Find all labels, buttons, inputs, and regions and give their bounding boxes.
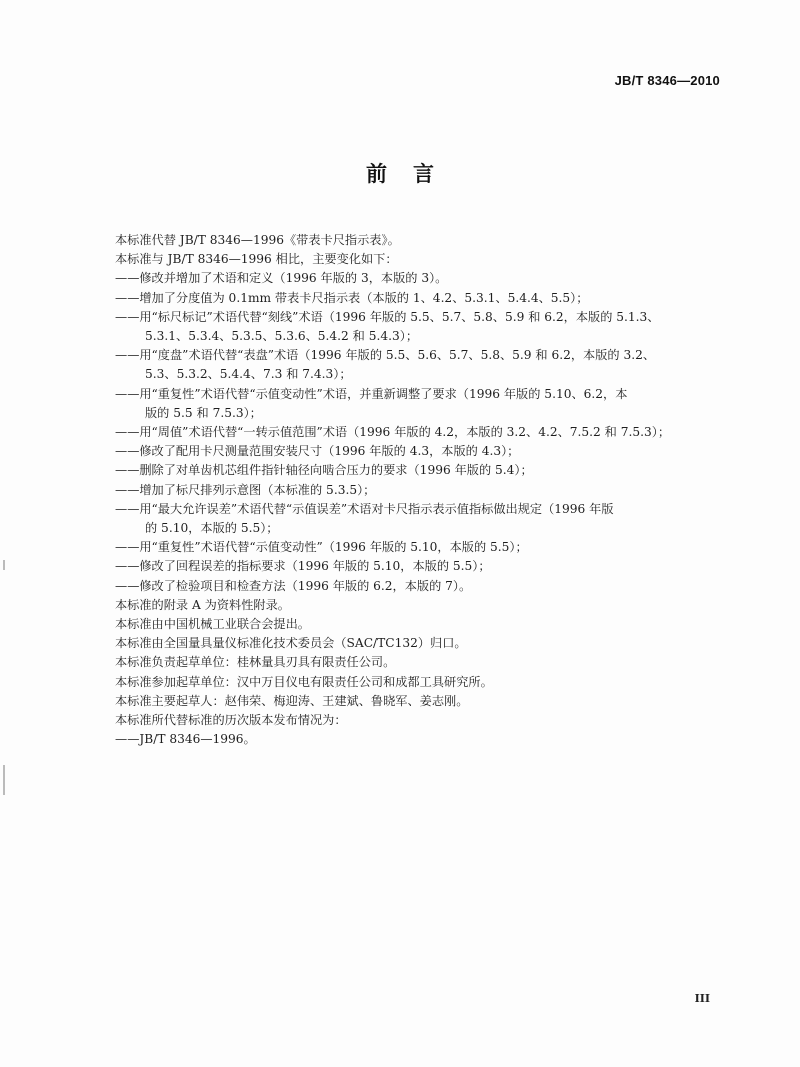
foreword-line: ——修改了检验项目和检查方法（1996 年版的 6.2，本版的 7）。 — [115, 578, 472, 593]
foreword-line: 本标准参加起草单位：汉中万目仪电有限责任公司和成都工具研究所。 — [115, 674, 493, 689]
foreword-line: 本标准所代替标准的历次版本发布情况为： — [115, 713, 347, 728]
foreword-line: 本标准由全国量具量仪标准化技术委员会（SAC/TC132）归口。 — [115, 636, 467, 651]
foreword-line: ——JB/T 8346—1996。 — [115, 732, 256, 747]
page-number: III — [694, 992, 710, 1005]
foreword-line: 本标准由中国机械工业联合会提出。 — [115, 617, 310, 632]
foreword-line: ——修改了回程误差的指标要求（1996 年版的 5.10，本版的 5.5）； — [115, 559, 491, 574]
foreword-line: 本标准与 JB/T 8346—1996 相比，主要变化如下： — [115, 252, 398, 267]
foreword-line: 本标准的附录 A 为资料性附录。 — [115, 597, 290, 612]
foreword-line: ——用“周值”术语代替“一转示值范围”术语（1996 年版的 4.2，本版的 3.2、4.2、7.5.2 和 7.5.3）； — [115, 425, 671, 440]
foreword-line: ——修改了配用卡尺测量范围安装尺寸（1996 年版的 4.3，本版的 4.3）； — [115, 444, 520, 459]
foreword-line: 本标准负责起草单位：桂林量具刃具有限责任公司。 — [115, 655, 396, 670]
scan-artifact — [3, 765, 5, 795]
foreword-line: ——增加了标尺排列示意图（本标准的 5.3.5）； — [115, 482, 376, 497]
foreword-line: 的 5.10，本版的 5.5）； — [145, 521, 279, 536]
foreword-line: 5.3、5.3.2、5.4.4、7.3 和 7.4.3）； — [145, 367, 352, 382]
foreword-line: ——用“度盘”术语代替“表盘”术语（1996 年版的 5.5、5.6、5.7、5.8、5.9 和 6.2，本版的 3.2、 — [115, 348, 656, 363]
foreword-line: ——增加了分度值为 0.1mm 带表卡尺指示表（本版的 1、4.2、5.3.1、5.4.4、5.5）； — [115, 290, 589, 305]
foreword-line: 5.3.1、5.3.4、5.3.5、5.3.6、5.4.2 和 5.4.3）； — [145, 329, 419, 344]
foreword-line: ——用“重复性”术语代替“示值变动性”（1996 年版的 5.10，本版的 5.5）； — [115, 540, 528, 555]
foreword-line: ——用“重复性”术语代替“示值变动性”术语，并重新调整了要求（1996 年版的 5.10、6.2，本 — [115, 386, 628, 401]
foreword-line: 版的 5.5 和 7.5.3）； — [145, 405, 262, 420]
foreword-line: 本标准代替 JB/T 8346—1996《带表卡尺指示表》。 — [115, 233, 400, 247]
foreword-line: ——修改并增加了术语和定义（1996 年版的 3，本版的 3）。 — [115, 271, 448, 286]
standard-code: JB/T 8346—2010 — [614, 73, 720, 88]
foreword-line: ——删除了对单齿机芯组件指针轴径向啮合压力的要求（1996 年版的 5.4）； — [115, 463, 533, 478]
foreword-line: ——用“最大允许误差”术语代替“示值误差”术语对卡尺指示表示值指标做出规定（1996 年版 — [115, 501, 614, 516]
foreword-body — [115, 231, 727, 749]
scan-artifact — [3, 560, 5, 570]
foreword-line: ——用“标尺标记”术语代替“刻线”术语（1996 年版的 5.5、5.7、5.8、5.9 和 6.2，本版的 5.1.3、 — [115, 309, 660, 324]
foreword-line: 本标准主要起草人：赵伟荣、梅迎涛、王建斌、鲁晓军、姜志刚。 — [115, 693, 469, 708]
page-title: 前言 — [366, 162, 460, 186]
